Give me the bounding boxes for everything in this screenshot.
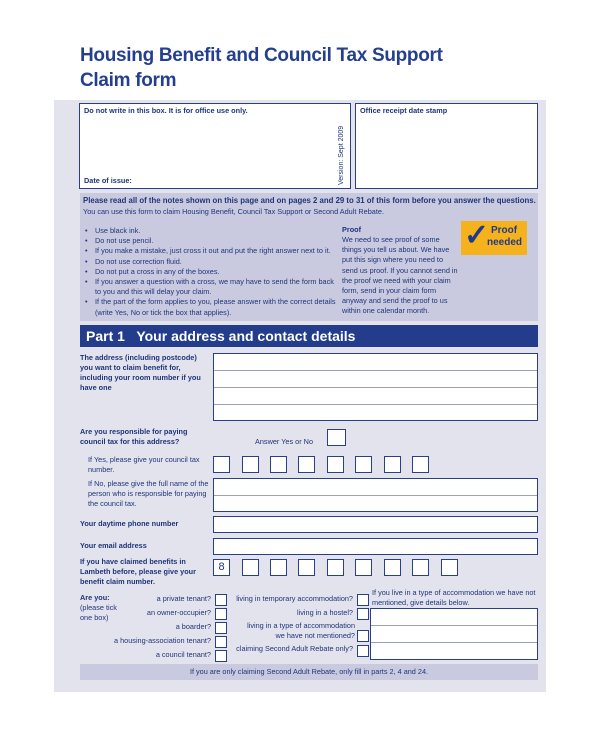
form-title: Housing Benefit and Council Tax Support: [80, 45, 443, 66]
badge-text: Proof: [491, 225, 518, 236]
option-label: a council tenant?: [155, 650, 211, 659]
note-item: • Use black ink.: [83, 226, 341, 236]
part1-header: Part 1 Your address and contact details: [80, 325, 538, 347]
housing-association-checkbox[interactable]: [215, 636, 227, 648]
second-adult-rebate-note: If you are only claiming Second Adult Rebate, only fill in parts 2, 4 and 24.: [80, 664, 538, 680]
digit-box[interactable]: [298, 559, 315, 576]
office-use-text: Do not write in this box. It is for office use only.: [84, 106, 248, 115]
digit-box[interactable]: [270, 456, 287, 473]
if-no-label: If No, please give the full name of the person who is responsible for paying the council tax.: [88, 479, 209, 508]
email-input[interactable]: [213, 538, 538, 555]
digit-box[interactable]: [242, 559, 259, 576]
phone-label: Your daytime phone number: [80, 519, 179, 528]
digit-box[interactable]: [384, 559, 401, 576]
are-you-label: Are you:: [80, 593, 110, 602]
answer-prompt: Answer Yes or No: [255, 437, 314, 446]
tick-note: (please tick one box): [80, 603, 117, 622]
digit-box[interactable]: [355, 456, 372, 473]
proof-needed-badge: [461, 221, 527, 255]
checkmark-icon: ✓: [464, 219, 490, 252]
claim-number-label: If you have claimed benefits in Lambeth before, please give your benefit claim number.: [80, 557, 196, 586]
digit-box[interactable]: [412, 456, 429, 473]
note-item: • If the part of the form applies to you, please answer with the correct details (write Yes, No or tick the box that applies).: [83, 297, 341, 317]
digit-box[interactable]: [327, 456, 344, 473]
responsible-person-input[interactable]: [213, 478, 538, 512]
email-label: Your email address: [80, 541, 147, 550]
receipt-stamp-box: [355, 103, 538, 189]
second-adult-rebate-checkbox[interactable]: [357, 645, 369, 657]
proof-title: Proof: [342, 225, 362, 234]
option-label: living in temporary accommodation?: [236, 594, 353, 603]
council-tax-yes-no-input[interactable]: [327, 429, 346, 446]
address-label: The address (including postcode) you want to claim benefit for, including your room number if you have one: [80, 353, 201, 392]
digit-box[interactable]: [270, 559, 287, 576]
digit-box[interactable]: [242, 456, 259, 473]
notes-heading: Please read all of the notes shown on this page and on pages 2 and 29 to 31 of this form before you answer the questions.: [83, 196, 536, 205]
digit-box[interactable]: [384, 456, 401, 473]
option-label: a housing-association tenant?: [114, 636, 211, 645]
office-use-box: [79, 103, 351, 189]
owner-occupier-checkbox[interactable]: [215, 608, 227, 620]
notes-bullets: [83, 226, 341, 318]
hostel-checkbox[interactable]: [357, 608, 369, 620]
phone-input[interactable]: [213, 516, 538, 533]
option-label: living in a hostel?: [297, 608, 353, 617]
if-yes-label: If Yes, please give your council tax number.: [88, 455, 200, 474]
notes-panel: [80, 193, 538, 321]
digit-box[interactable]: [213, 456, 230, 473]
note-item: • Do not use correction fluid.: [83, 257, 341, 267]
claim-number-prefix: 8: [213, 559, 230, 576]
other-accommodation-note: If you live in a type of accommodation we have not mentioned, give details below.: [372, 588, 536, 607]
accommodation-details-input[interactable]: [370, 608, 538, 660]
digit-box[interactable]: [355, 559, 372, 576]
date-of-issue-label: Date of issue:: [84, 176, 132, 185]
council-tenant-checkbox[interactable]: [215, 650, 227, 662]
digit-box[interactable]: [412, 559, 429, 576]
digit-box[interactable]: [298, 456, 315, 473]
note-item: • If you make a mistake, just cross it out and put the right answer next to it.: [83, 246, 341, 256]
digit-box[interactable]: [441, 559, 458, 576]
version-label: Version: Sept 2009: [338, 125, 345, 185]
other-accommodation-checkbox[interactable]: [357, 630, 369, 642]
option-label: a private tenant?: [156, 594, 211, 603]
address-input[interactable]: [213, 353, 538, 421]
badge-text: needed: [487, 237, 523, 248]
option-label: living in a type of accommodation we have not mentioned?: [247, 621, 355, 640]
option-label: a boarder?: [175, 622, 211, 631]
boarder-checkbox[interactable]: [215, 622, 227, 634]
digit-box[interactable]: [327, 559, 344, 576]
proof-text: We need to see proof of some things you tell us about. We have put this sign where you need to send us proof. If you cannot send in the proof we need with your claim form, send in your claim form anyway and send the proof to us within one calendar month.: [342, 235, 458, 316]
notes-subheading: You can use this form to claim Housing Benefit, Council Tax Support or Second Adult Rebate.: [83, 207, 384, 216]
temporary-accommodation-checkbox[interactable]: [357, 594, 369, 606]
council-tax-question: Are you responsible for paying council tax for this address?: [80, 427, 188, 446]
option-label: claiming Second Adult Rebate only?: [236, 644, 353, 653]
form-subtitle: Claim form: [80, 70, 177, 91]
receipt-stamp-label: Office receipt date stamp: [360, 106, 448, 115]
private-tenant-checkbox[interactable]: [215, 594, 227, 606]
option-label: an owner-occupier?: [146, 608, 211, 617]
note-item: • If you answer a question with a cross, we may have to send the form back to you and this will delay your claim.: [83, 277, 341, 297]
note-item: • Do not use pencil.: [83, 236, 341, 246]
note-item: • Do not put a cross in any of the boxes.: [83, 267, 341, 277]
